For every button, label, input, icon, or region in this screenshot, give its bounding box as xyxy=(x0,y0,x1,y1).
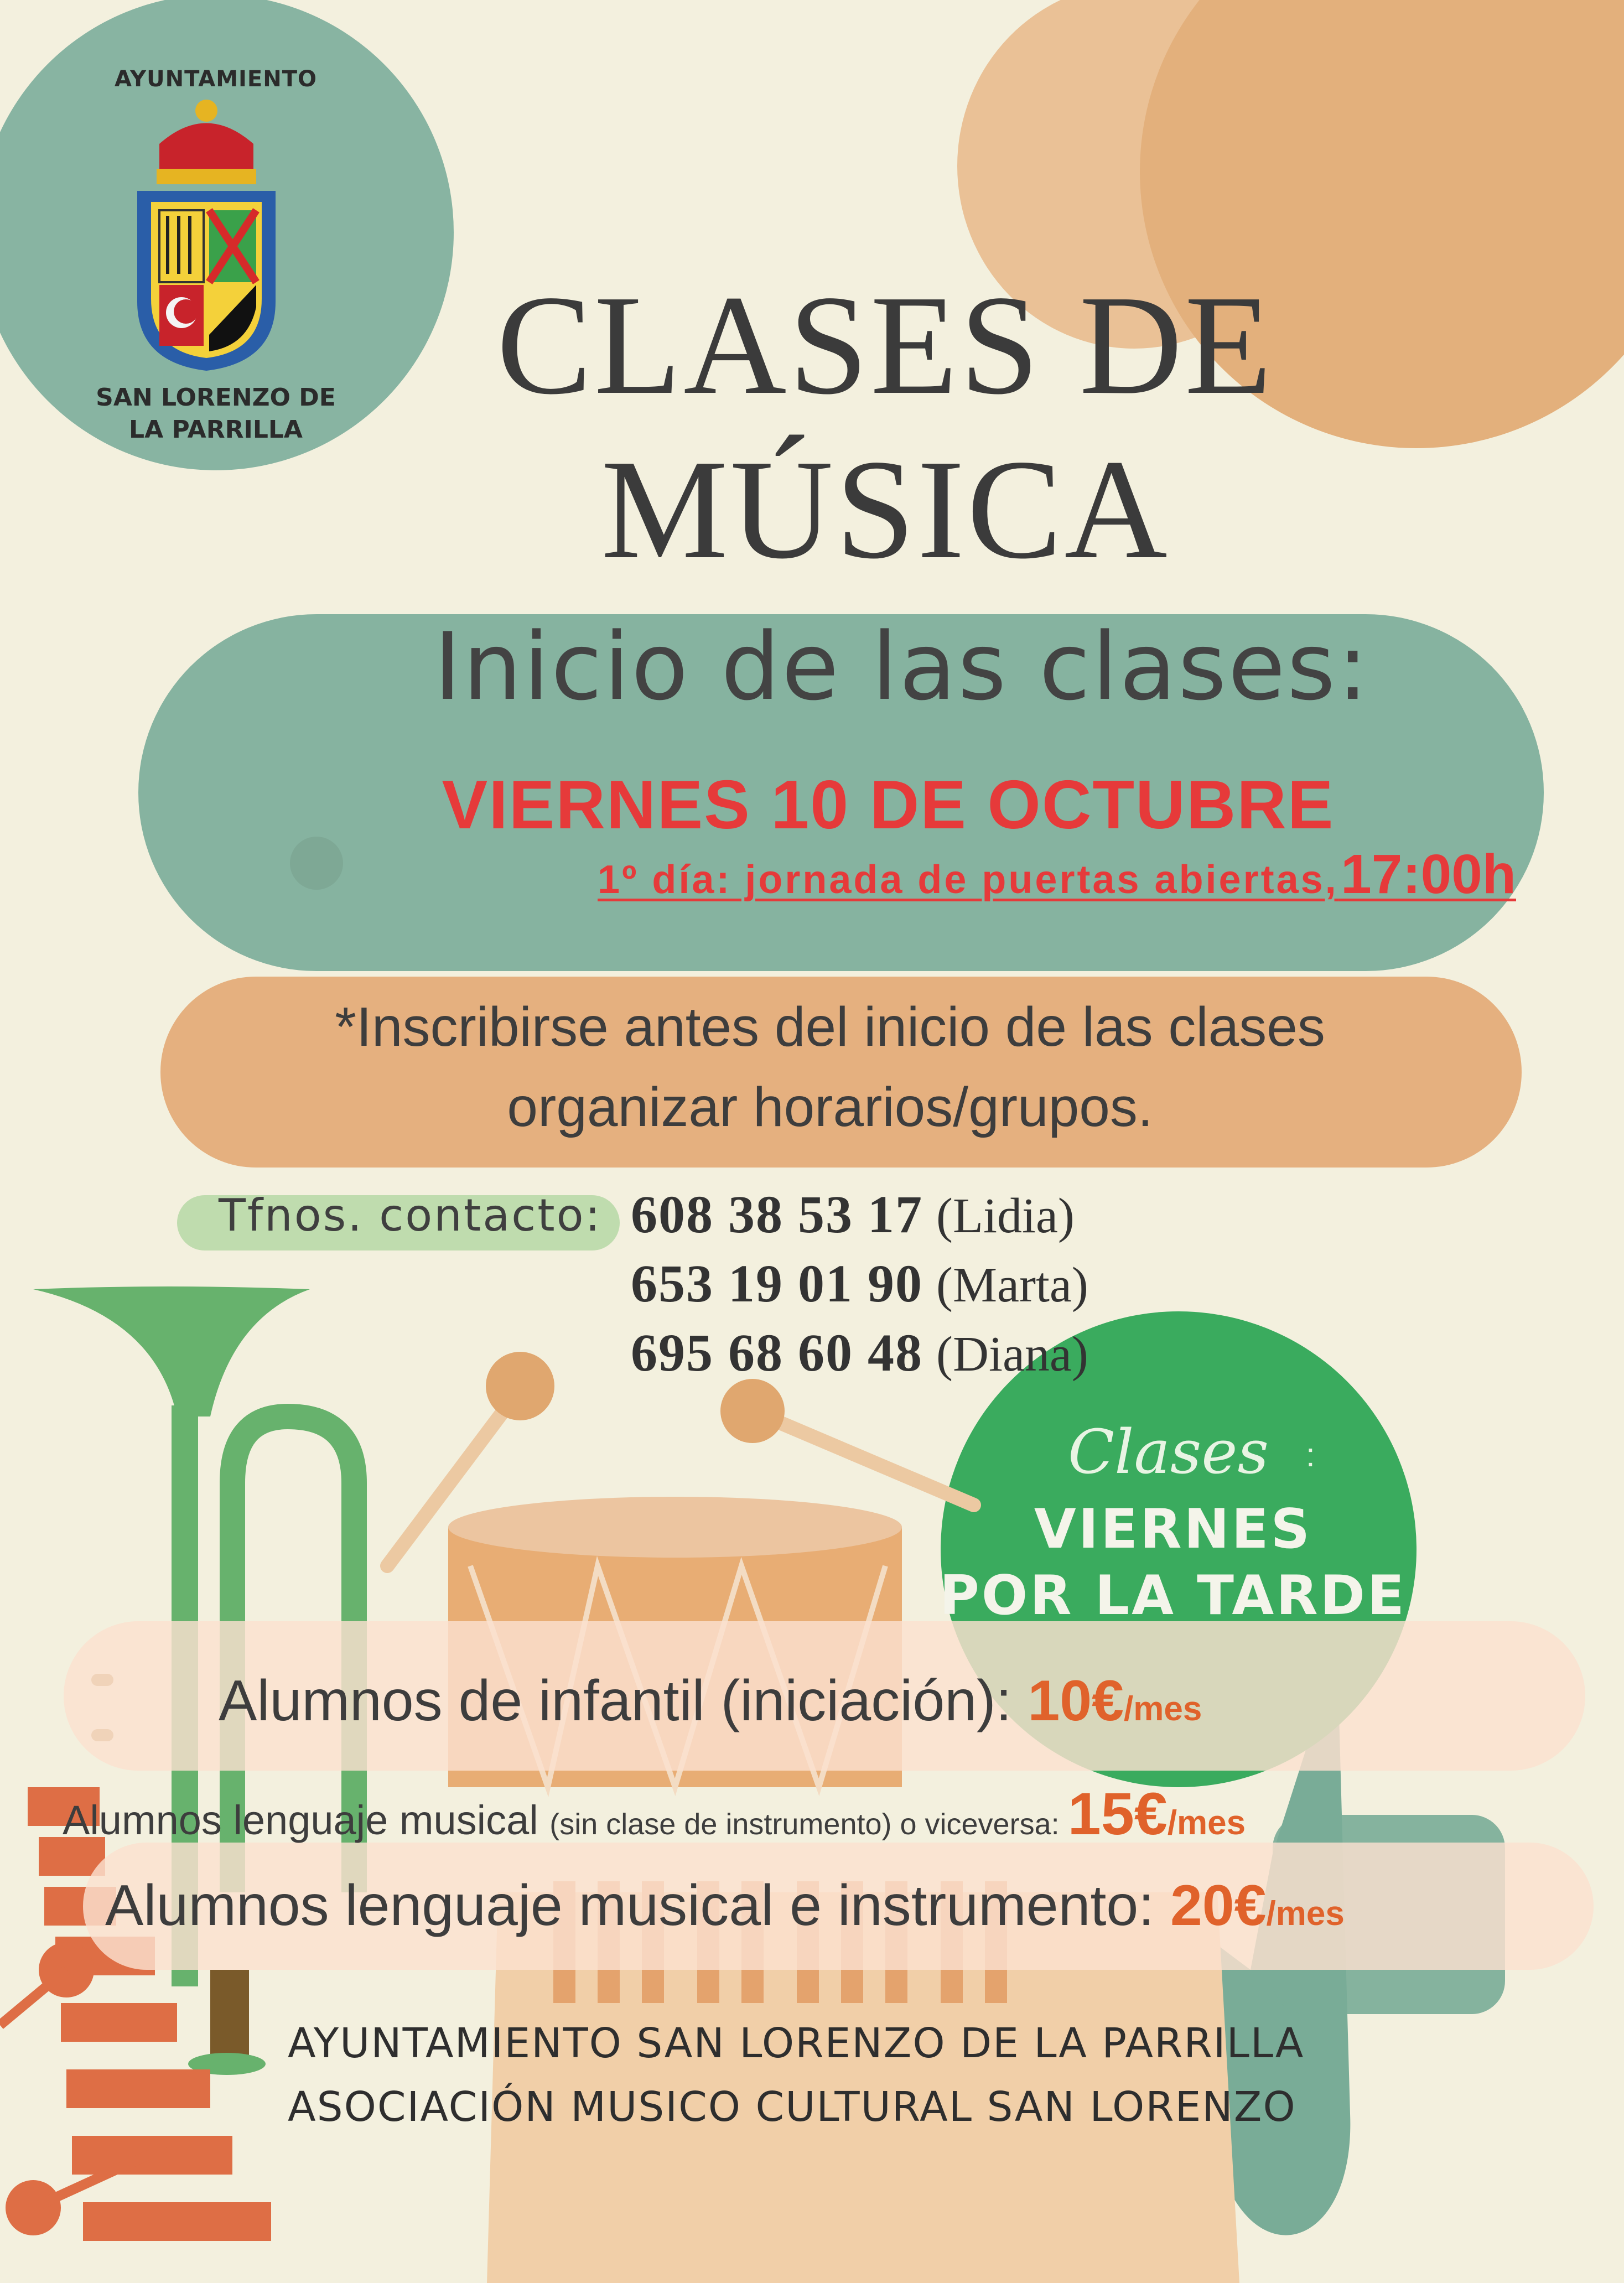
price-amount: 15€ xyxy=(1067,1780,1168,1847)
price-note: (sin clase de instrumento) o viceversa: xyxy=(549,1808,1068,1841)
trumpet-bell xyxy=(33,1286,310,1417)
schedule-time: POR LA TARDE xyxy=(940,1564,1407,1627)
drum-top xyxy=(448,1497,902,1558)
price-row-infant xyxy=(219,1668,1202,1734)
open-day-line xyxy=(221,844,1516,921)
price-unit: /mes xyxy=(1123,1690,1202,1728)
price-row-language xyxy=(63,1779,1246,1848)
open-day-text: 1º día: jornada de puertas abiertas, xyxy=(598,858,1338,902)
xylo-bar xyxy=(83,2202,271,2241)
contact-phone xyxy=(631,1184,1075,1247)
price-unit: /mes xyxy=(1266,1895,1345,1933)
price-label: Alumnos de infantil (iniciación): xyxy=(219,1669,1028,1733)
contact-name: (Marta) xyxy=(936,1258,1088,1312)
contact-name: (Lidia) xyxy=(936,1189,1075,1243)
price-row-language-instrument xyxy=(105,1873,1345,1939)
price-amount: 20€ xyxy=(1170,1874,1267,1938)
phone-number: 695 68 60 48 xyxy=(631,1323,923,1382)
schedule-colon: : xyxy=(1306,1436,1315,1473)
footer-line2: ASOCIACIÓN MUSICO CULTURAL SAN LORENZO xyxy=(288,2083,1296,2131)
price-unit: /mes xyxy=(1167,1804,1246,1842)
start-heading: Inicio de las clases: xyxy=(434,613,1370,721)
phone-number: 608 38 53 17 xyxy=(631,1185,923,1244)
xylo-mallet xyxy=(0,1970,66,2025)
drumstick-right xyxy=(753,1411,974,1505)
contact-label: Tfnos. contacto: xyxy=(219,1190,602,1241)
page-title-line2: MÚSICA xyxy=(601,430,1170,588)
contact-phone xyxy=(631,1253,1088,1316)
registration-line2: organizar horarios/grupos. xyxy=(507,1076,1153,1138)
page-title-line1: CLASES DE xyxy=(496,266,1274,424)
price-label: Alumnos lenguaje musical e instrumento: xyxy=(105,1874,1170,1938)
schedule-day: VIERNES xyxy=(1034,1498,1312,1561)
phone-number: 653 19 01 90 xyxy=(631,1254,923,1313)
footer-line1: AYUNTAMIENTO SAN LORENZO DE LA PARRILLA xyxy=(288,2020,1305,2067)
drumstick-left-head xyxy=(486,1352,554,1420)
org-name-top: AYUNTAMIENTO xyxy=(115,66,317,92)
open-day-time: 17:00h xyxy=(1341,843,1516,905)
xylo-bar xyxy=(66,2069,210,2108)
org-name-bottom-line1: SAN LORENZO DE xyxy=(96,383,336,412)
trumpet-valve xyxy=(210,1970,249,2064)
contact-phone xyxy=(631,1322,1088,1385)
price-label: Alumnos lenguaje musical xyxy=(63,1797,550,1843)
drumstick-right-head xyxy=(720,1379,785,1443)
price-amount: 10€ xyxy=(1028,1669,1124,1733)
coat-of-arms-logo xyxy=(126,91,287,373)
contact-name: (Diana) xyxy=(936,1327,1088,1382)
schedule-script-title: Clases xyxy=(1068,1417,1269,1487)
start-date: VIERNES 10 DE OCTUBRE xyxy=(442,767,1335,843)
registration-line1: *Inscribirse antes del inicio de las clases xyxy=(335,996,1325,1058)
org-name-bottom-line2: LA PARRILLA xyxy=(129,416,303,444)
xylo-bar xyxy=(61,2003,177,2042)
